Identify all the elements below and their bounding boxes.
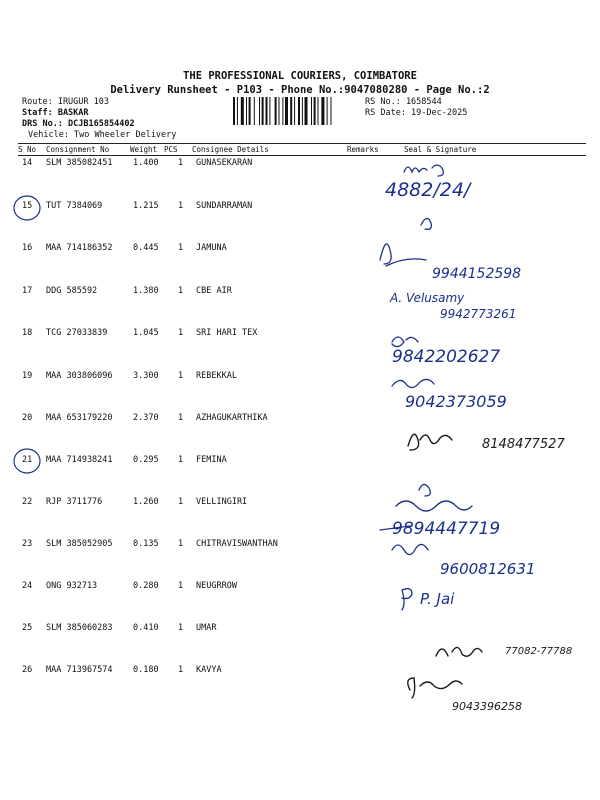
signature-scribble xyxy=(392,337,418,347)
consignment-number: RJP 3711776 xyxy=(46,497,103,507)
consignee-name: REBEKKAL xyxy=(196,371,237,381)
row-sno: 20 xyxy=(22,413,33,423)
consignee-name: SUNDARRAMAN xyxy=(196,201,253,211)
handwritten-phone: 9942773261 xyxy=(440,307,517,321)
consignee-name: GUNASEKARAN xyxy=(196,158,253,168)
row-weight: 0.280 xyxy=(133,581,159,591)
row-sno: 24 xyxy=(22,581,33,591)
signature-scribble xyxy=(408,434,452,450)
row-pcs: 1 xyxy=(178,455,184,465)
row-weight: 1.045 xyxy=(133,328,159,338)
row-sno: 25 xyxy=(22,623,33,633)
row-sno: 16 xyxy=(22,243,33,253)
row-weight: 3.300 xyxy=(133,371,159,381)
col-header-consignment: Consignment No xyxy=(46,145,110,154)
row-pcs: 1 xyxy=(178,413,184,423)
row-pcs: 1 xyxy=(178,497,184,507)
row-pcs: 1 xyxy=(178,201,184,211)
consignee-name: SRI HARI TEX xyxy=(196,328,258,338)
handwritten-phone: 9944152598 xyxy=(432,266,522,282)
consignee-name: FEMINA xyxy=(196,455,227,465)
company-title: THE PROFESSIONAL COURIERS, COIMBATORE xyxy=(183,70,417,82)
rs-date: RS Date: 19-Dec-2025 xyxy=(365,108,468,118)
col-header-weight: Weight xyxy=(130,145,158,154)
col-header-remarks: Remarks xyxy=(347,145,379,154)
consignee-name: UMAR xyxy=(196,623,217,633)
col-header-seal: Seal & Signature xyxy=(404,145,477,154)
staff-label: Staff: BASKAR xyxy=(22,108,89,118)
signature-scribble xyxy=(392,379,434,387)
row-sno: 15 xyxy=(22,201,33,211)
signature-scribble xyxy=(436,647,482,656)
row-weight: 0.445 xyxy=(133,243,159,253)
row-weight: 0.295 xyxy=(133,455,159,465)
row-weight: 0.135 xyxy=(133,539,159,549)
signature-scribble xyxy=(408,678,462,698)
col-header-pcs: PCS xyxy=(164,145,178,154)
consignee-name: CHITRAVISWANTHAN xyxy=(196,539,278,549)
rs-number: RS No.: 1658544 xyxy=(365,97,442,107)
handwritten-phone: 9042373059 xyxy=(405,392,507,411)
handwritten-phone: 9842202627 xyxy=(392,347,501,367)
row-sno: 21 xyxy=(22,455,33,465)
row-sno: 14 xyxy=(22,158,33,168)
col-header-sno: S No xyxy=(18,145,37,154)
row-sno: 22 xyxy=(22,497,33,507)
handwritten-phone: 9894447719 xyxy=(392,519,501,539)
handwritten-phone: 8148477527 xyxy=(482,437,565,452)
consignment-number: MAA 713967574 xyxy=(46,665,113,675)
vehicle-label: Vehicle: Two Wheeler Delivery xyxy=(28,130,177,140)
row-weight: 0.410 xyxy=(133,623,159,633)
row-sno: 19 xyxy=(22,371,33,381)
row-weight: 1.260 xyxy=(133,497,159,507)
drs-number: DRS No.: DCJB165854402 xyxy=(22,119,135,129)
row-pcs: 1 xyxy=(178,286,184,296)
consignee-name: CBE AIR xyxy=(196,286,232,296)
row-weight: 0.180 xyxy=(133,665,159,675)
consignee-name: AZHAGUKARTHIKA xyxy=(196,413,268,423)
handwritten-name: A. Velusamy xyxy=(390,291,465,305)
consignee-name: JAMUNA xyxy=(196,243,227,253)
consignment-number: MAA 714938241 xyxy=(46,455,113,465)
row-pcs: 1 xyxy=(178,328,184,338)
route-label: Route: IRUGUR 103 xyxy=(22,97,109,107)
row-pcs: 1 xyxy=(178,539,184,549)
consignment-number: TCG 27033839 xyxy=(46,328,108,338)
consignment-number: SLM 385060283 xyxy=(46,623,113,633)
consignment-number: SLM 385052905 xyxy=(46,539,113,549)
signature-scribble xyxy=(380,218,431,266)
col-header-consignee: Consignee Details xyxy=(192,145,269,154)
signature-scribble xyxy=(402,589,412,610)
signature-scribble xyxy=(404,165,443,176)
consignment-number: DDG 585592 xyxy=(46,286,98,296)
consignment-number: SLM 385082451 xyxy=(46,158,113,168)
row-circle-mark xyxy=(14,449,40,473)
row-weight: 1.400 xyxy=(133,158,159,168)
row-pcs: 1 xyxy=(178,581,184,591)
row-pcs: 1 xyxy=(178,158,184,168)
consignee-name: KAVYA xyxy=(196,665,222,675)
handwritten-phone: 77082-77788 xyxy=(505,646,573,657)
row-weight: 1.380 xyxy=(133,286,159,296)
consignee-name: VELLINGIRI xyxy=(196,497,248,507)
row-pcs: 1 xyxy=(178,371,184,381)
handwritten-name: P. Jai xyxy=(420,590,455,608)
handwritten-phone: 9043396258 xyxy=(452,700,522,713)
row-pcs: 1 xyxy=(178,665,184,675)
consignment-number: MAA 714186352 xyxy=(46,243,113,253)
row-pcs: 1 xyxy=(178,623,184,633)
consignment-number: ONG 932713 xyxy=(46,581,98,591)
runsheet-subtitle: Delivery Runsheet - P103 - Phone No.:9047080280 - Page No.:2 xyxy=(110,84,490,96)
row-pcs: 1 xyxy=(178,243,184,253)
row-circle-mark xyxy=(14,196,40,220)
consignment-number: TUT 7384069 xyxy=(46,201,103,211)
consignee-name: NEUGRROW xyxy=(196,581,237,591)
row-sno: 18 xyxy=(22,328,33,338)
handwritten-note: 4882/24/ xyxy=(385,179,471,201)
row-weight: 2.370 xyxy=(133,413,159,423)
consignment-number: MAA 653179220 xyxy=(46,413,113,423)
row-sno: 23 xyxy=(22,539,33,549)
signature-scribble xyxy=(396,484,472,511)
row-sno: 17 xyxy=(22,286,33,296)
row-sno: 26 xyxy=(22,665,33,675)
row-weight: 1.215 xyxy=(133,201,159,211)
handwritten-phone: 9600812631 xyxy=(440,560,536,578)
consignment-number: MAA 303806096 xyxy=(46,371,113,381)
